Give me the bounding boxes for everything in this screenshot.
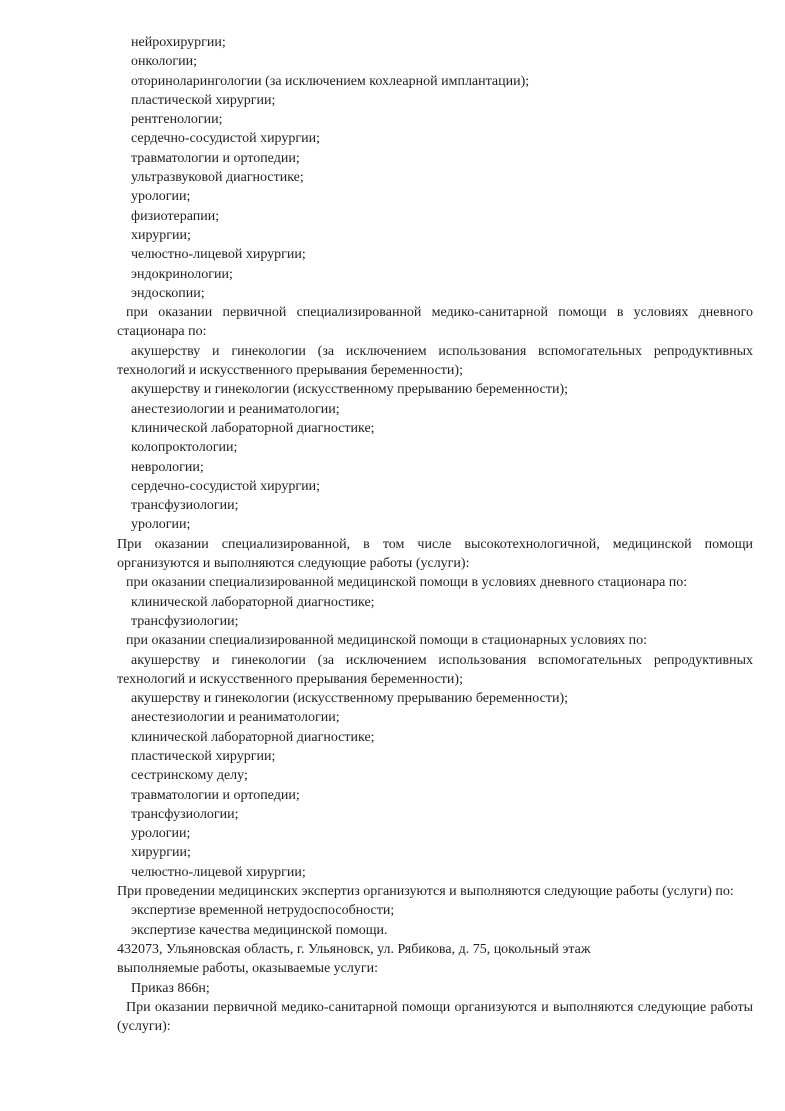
document-line: Приказ 866н; [131,980,210,996]
document-line: При проведении медицинских экспертиз организуются и выполняются следующие работы (услуги) по: [117,884,734,900]
document-line: клинической лабораторной диагностике; [131,420,375,436]
document-line: эндоскопии; [131,285,205,301]
document-line: при оказании первичной специализированной медико-санитарной помощи в условиях дневного стационара по: [117,305,753,340]
document-line: при оказании специализированной медицинской помощи в стационарных условиях по: [126,633,648,649]
document-line: пластической хирургии; [131,748,276,764]
document-line: экспертизе качества медицинской помощи. [131,922,388,938]
document-line: акушерству и гинекологии (искусственному прерыванию беременности); [131,382,569,398]
document-line: выполняемые работы, оказываемые услуги: [117,961,379,977]
document-line: челюстно-лицевой хирургии; [131,247,306,263]
document-line: сердечно-сосудистой хирургии; [131,131,320,147]
document-line: сердечно-сосудистой хирургии; [131,478,320,494]
document-line: физиотерапии; [131,208,220,224]
document-line: неврологии; [131,459,204,475]
document-line: акушерству и гинекологии (за исключением использования вспомогательных репродуктивных технологий и искусственного прерывания беременности); [117,343,753,379]
document-line: урологии; [131,517,191,533]
document-line: клинической лабораторной диагностике; [131,729,375,745]
document-line: челюстно-лицевой хирургии; [131,864,306,880]
document-line: акушерству и гинекологии (искусственному прерыванию беременности); [131,691,569,707]
document-line: При оказании специализированной, в том числе высокотехнологичной, медицинской помощи организуются и выполняются следующие работы (услуги): [117,536,753,572]
document-line: 432073, Ульяновская область, г. Ульяновск, ул. Рябикова, д. 75, цокольный этаж [117,941,591,957]
document-line: рентгенологии; [131,112,223,128]
document-line: эндокринологии; [131,266,233,282]
document-line: при оказании специализированной медицинской помощи в условиях дневного стационара по: [126,575,688,591]
document-line: анестезиологии и реаниматологии; [131,710,340,726]
document-line: трансфузиологии; [131,613,239,629]
document-line: оториноларингологии (за исключением кохлеарной имплантации); [131,73,530,89]
document-line: нейрохирургии; [131,35,226,50]
document-line: акушерству и гинекологии (за исключением использования вспомогательных репродуктивных технологий и искусственного прерывания беременности); [117,652,753,687]
document-line: онкологии; [131,54,198,70]
document-line: пластической хирургии; [131,92,276,108]
document-line: экспертизе временной нетрудоспособности; [131,903,395,919]
document-line: травматологии и ортопедии; [131,787,300,803]
document-line: трансфузиологии; [131,498,239,514]
document-line: ультразвуковой диагностике; [131,170,304,186]
document-line: сестринскому делу; [131,768,248,784]
document-line: травматологии и ортопедии; [131,150,300,166]
document-line: хирургии; [131,227,191,243]
document-line: трансфузиологии; [131,806,239,822]
document-line: урологии; [131,189,191,205]
document-line: При оказании первичной медико-санитарной помощи организуются и выполняются следующие работы (услуги): [117,999,753,1035]
document-line: анестезиологии и реаниматологии; [131,401,340,417]
document-line: колопроктологии; [131,440,238,456]
document-line: хирургии; [131,845,191,861]
document-line: урологии; [131,826,191,842]
document-line: клинической лабораторной диагностике; [131,594,375,610]
